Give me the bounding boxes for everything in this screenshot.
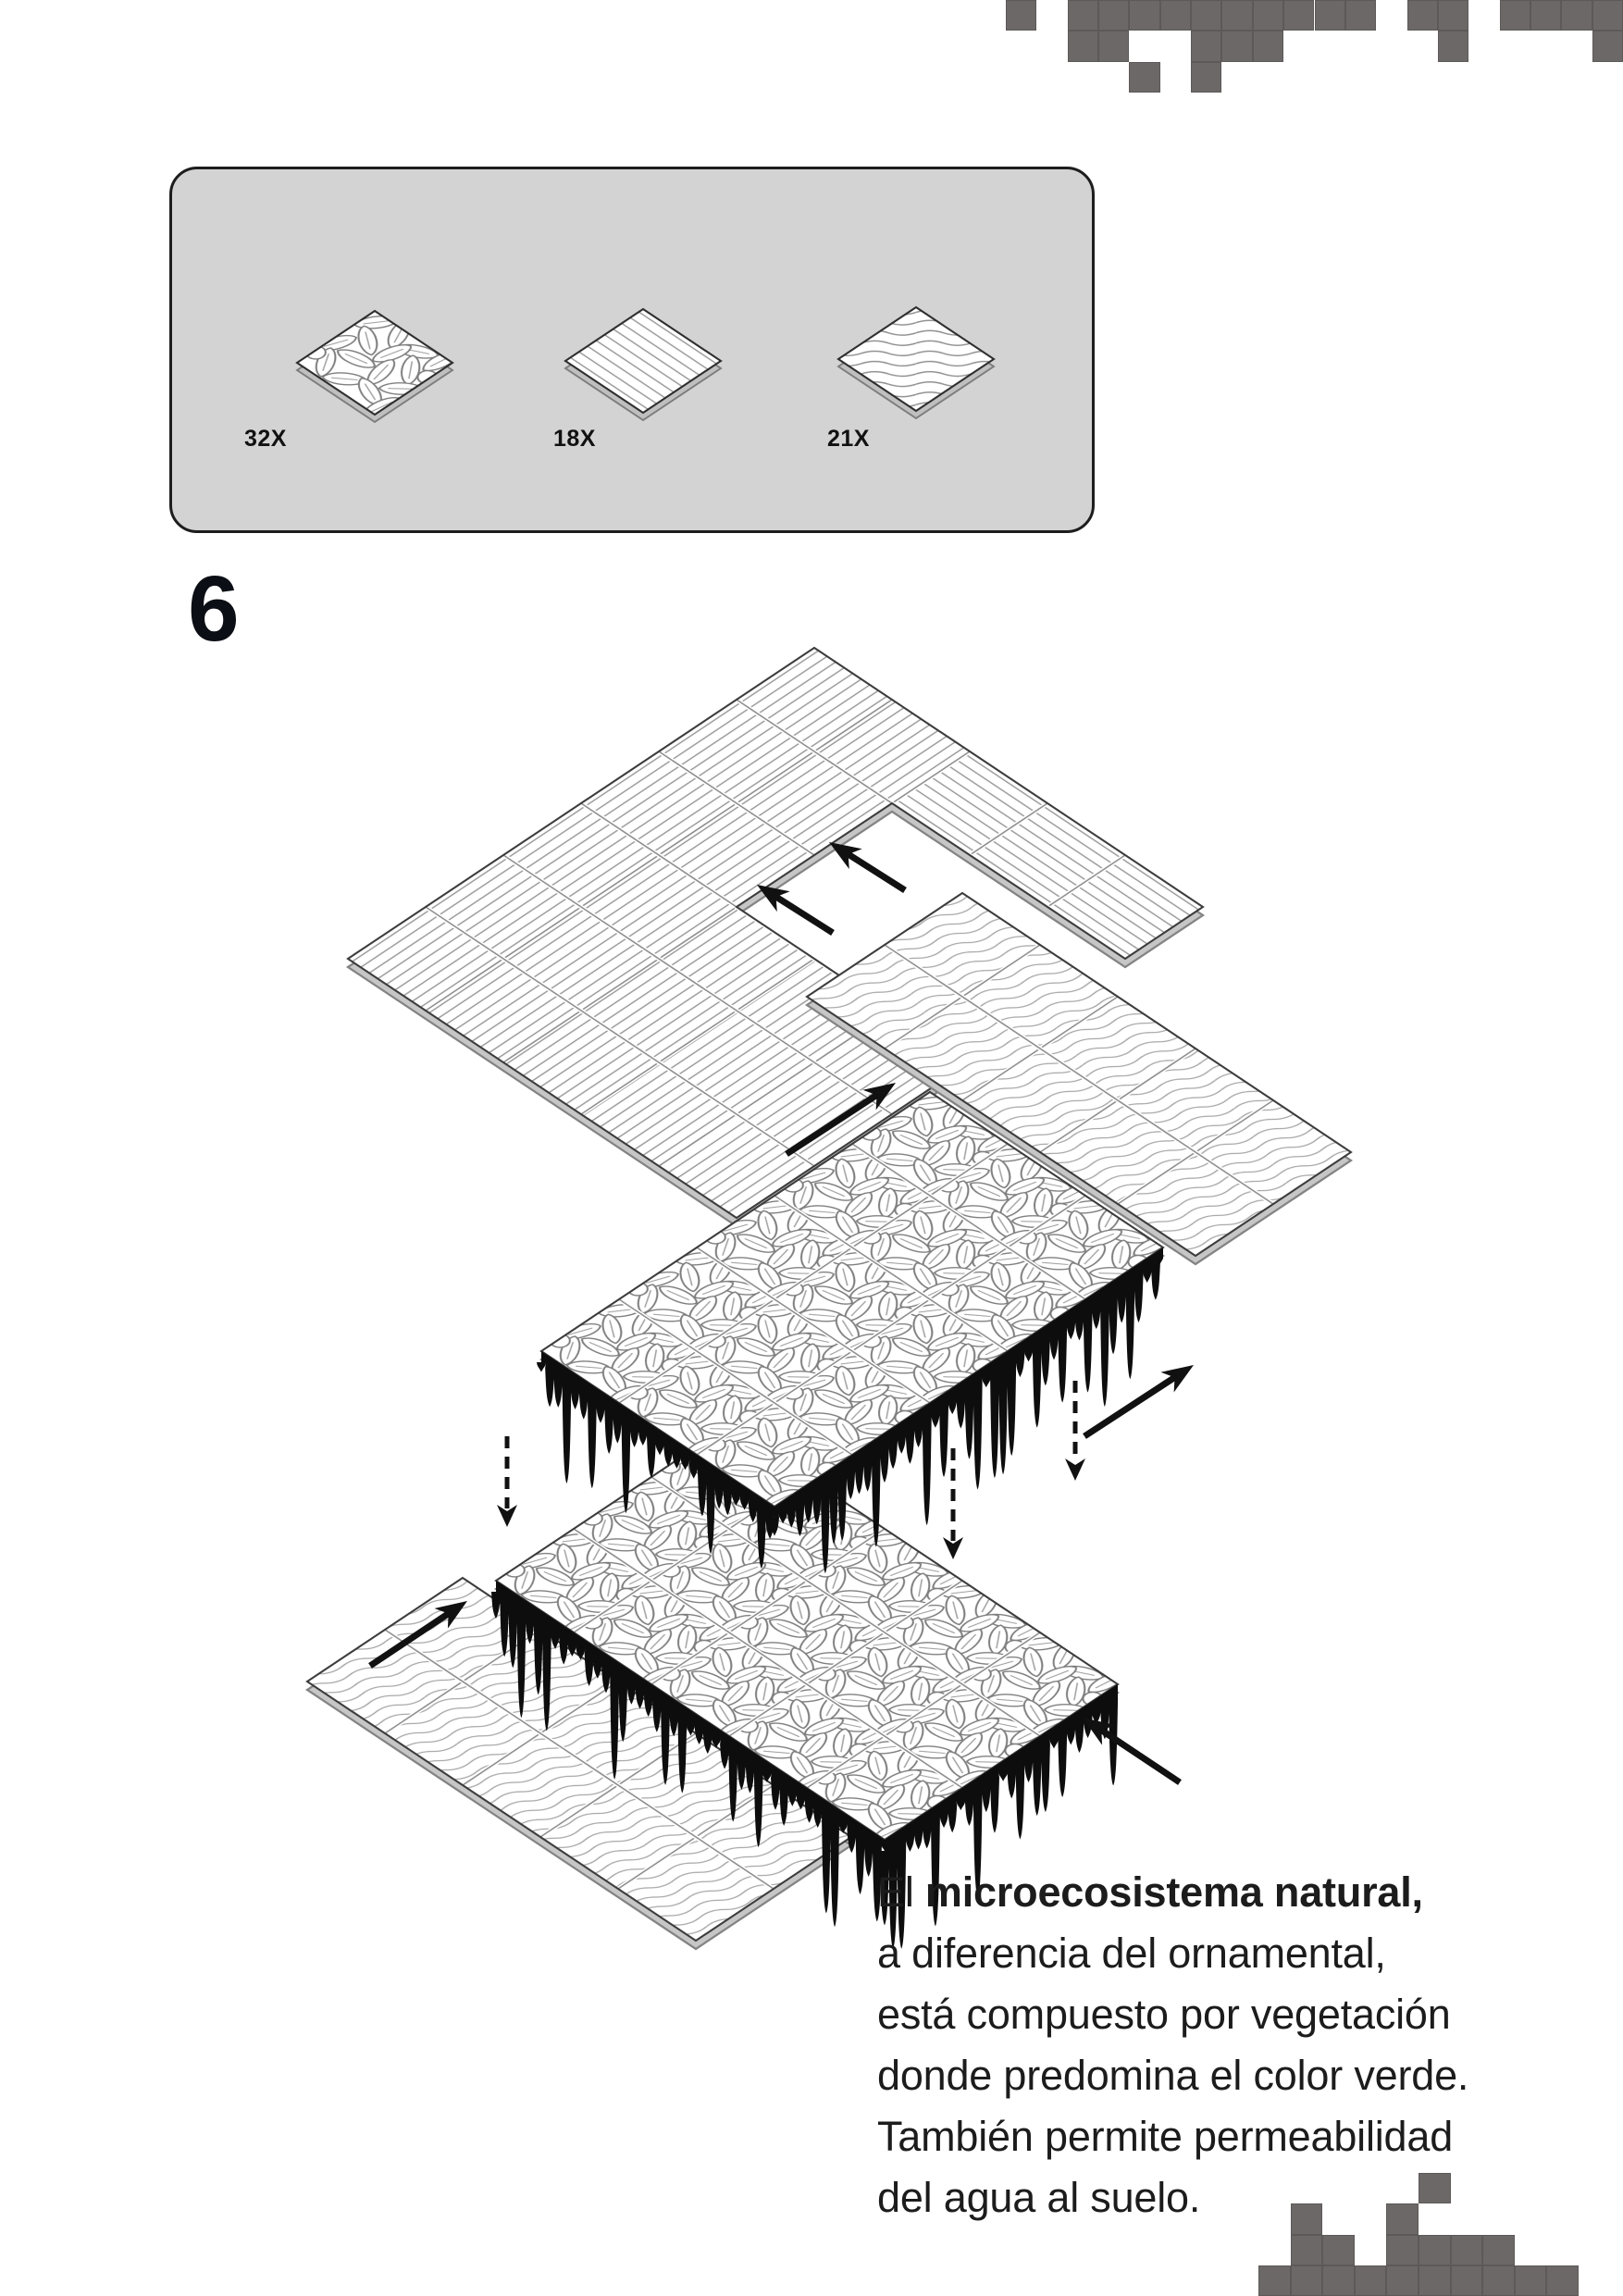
part-count-wave-tile: 21X: [827, 426, 870, 452]
description-paragraph: [877, 1862, 1543, 2228]
arrow-into-notch-left: [829, 842, 905, 890]
paragraph-line: El microecosistema natural,: [877, 1868, 1423, 1916]
water-arrow-left: [497, 1436, 517, 1527]
paragraph-line: del agua al suelo.: [877, 2174, 1201, 2221]
arrow-into-notch-right: [757, 885, 833, 933]
wave-tile-icon: [838, 307, 994, 411]
paragraph-line: está compuesto por vegetación: [877, 1991, 1451, 2038]
water-arrow-right: [1065, 1381, 1085, 1481]
plank-tile-icon: [565, 309, 721, 413]
paragraph-line: donde predomina el color verde.: [877, 2052, 1469, 2099]
arrow-leaf-a-right: [1084, 1365, 1194, 1436]
paragraph-line: a diferencia del ornamental,: [877, 1930, 1386, 1977]
part-count-leaf-tile: 32X: [244, 426, 287, 452]
part-count-plank-tile: 18X: [553, 426, 596, 452]
paragraph-line: También permite permeabilidad: [877, 2113, 1454, 2160]
leaf-tile-icon: [297, 311, 452, 415]
step-number: 6: [188, 557, 240, 661]
arrow-leaf-b-right: [1083, 1718, 1180, 1782]
